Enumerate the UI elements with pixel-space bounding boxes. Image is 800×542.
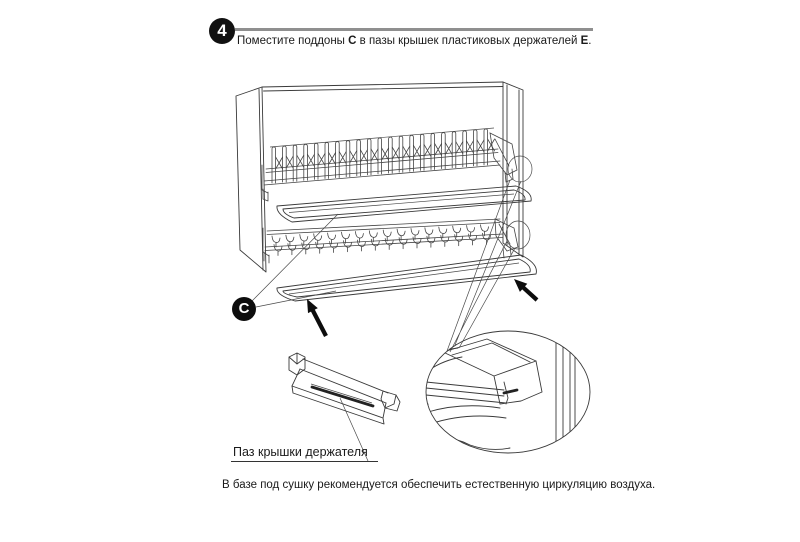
part-c-badge: C (232, 297, 256, 321)
plate-rack (262, 128, 517, 201)
instruction-part1: Поместите поддоны (237, 35, 349, 47)
instruction-part-c: C (348, 35, 357, 47)
step-number-badge: 4 (209, 18, 235, 44)
lower-tray (277, 255, 536, 301)
holder-circle-bottom (506, 221, 530, 249)
insert-arrow-left-icon (307, 299, 328, 337)
detail-view (426, 331, 590, 453)
instruction-part-e: E (580, 35, 589, 47)
upper-tray (277, 186, 531, 222)
instruction-part3: . (588, 35, 592, 47)
cabinet-outline (236, 82, 523, 272)
detail-leader-lines (447, 180, 521, 352)
groove-callout-label: Паз крышки держателя (231, 445, 378, 462)
insert-arrow-right-icon (514, 279, 538, 302)
footer-note: В базе под сушку рекомендуется обеспечить естественную циркуляцию воздуха. (222, 479, 656, 491)
cup-rack (263, 219, 518, 263)
instruction-part2: в пазы крышек пластиковых держателей (356, 35, 581, 47)
